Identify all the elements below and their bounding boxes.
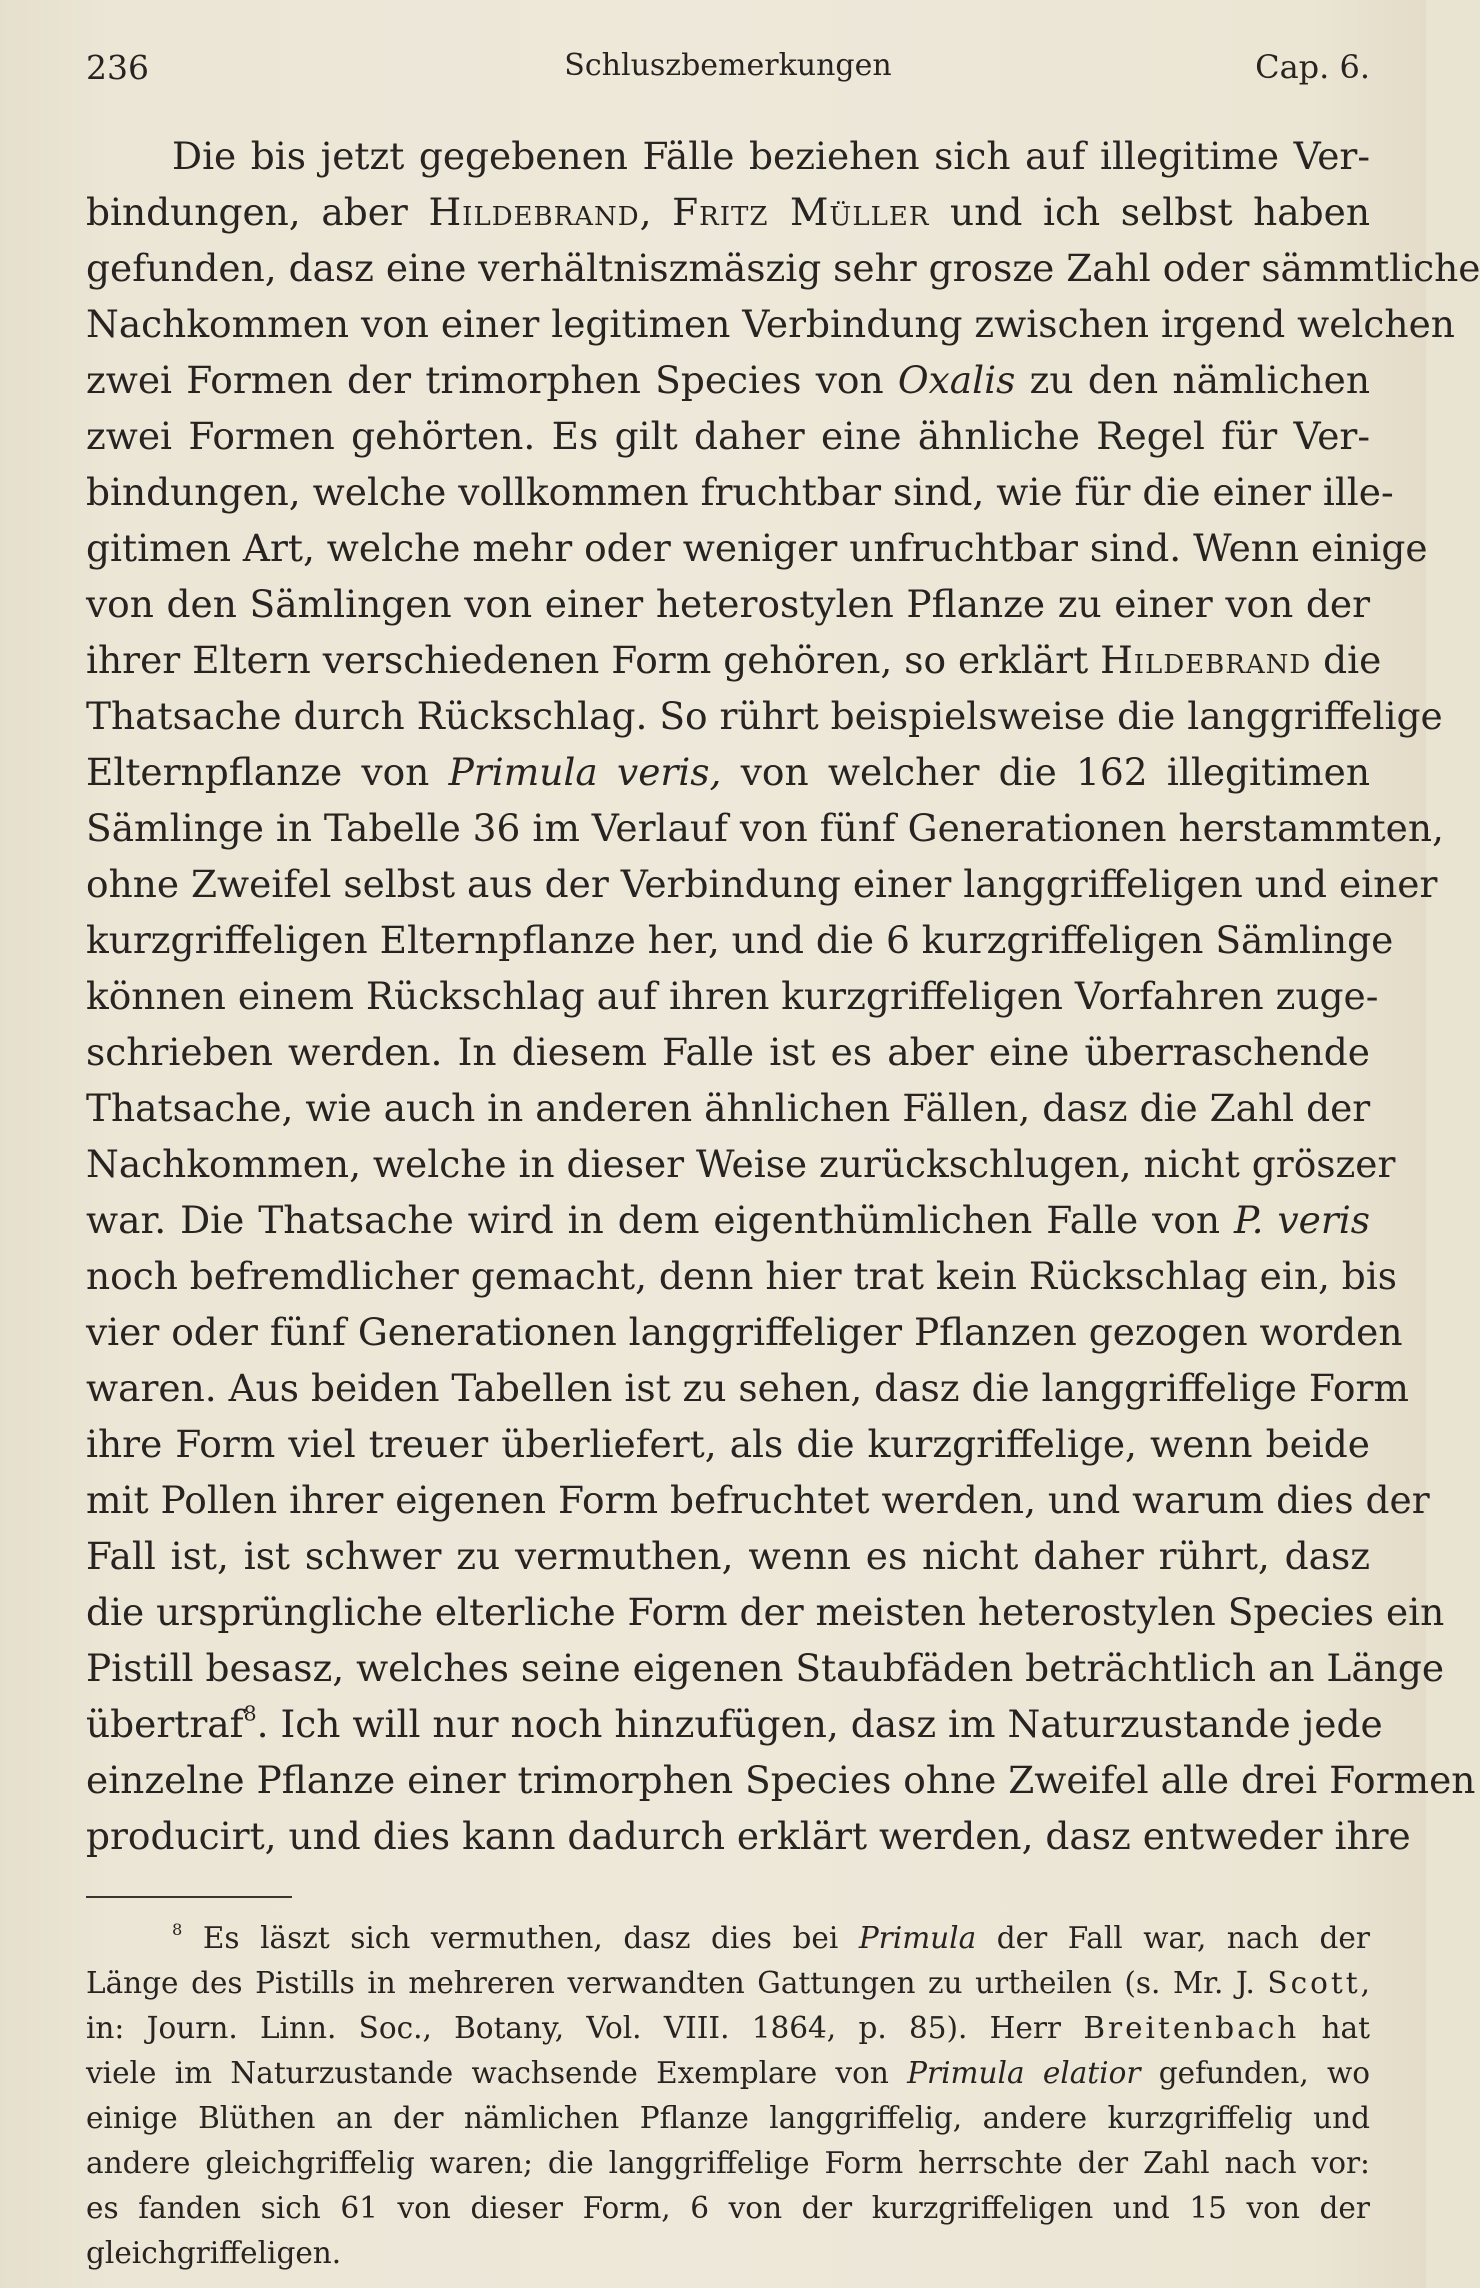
author-name: Fritz Müller	[672, 190, 930, 234]
text-line: gefunden, dasz eine verhältniszmäszig sehr grosze Zahl oder sämmtliche	[86, 246, 1480, 290]
footnote-line: einige Blüthen an der nämlichen Pflanze langgriffelig, andere kurzgriffelig und	[86, 2101, 1370, 2135]
footnote-line: viele im Naturzustande wachsende Exemplare von Primula elatior gefunden, wo	[86, 2056, 1370, 2090]
footnote-line: $^8$ Es läszt sich vermuthen, dasz dies bei Primula der Fall war, nach der	[172, 1920, 1370, 1955]
text-line: war. Die Thatsache wird in dem eigenthümlichen Falle von P. veris	[86, 1198, 1370, 1242]
text-line: noch befremdlicher gemacht, denn hier trat kein Rückschlag ein, bis	[86, 1254, 1398, 1298]
text-line: producirt, und dies kann dadurch erklärt werden, dasz entweder ihre	[86, 1814, 1411, 1858]
text-line: zwei Formen gehörten. Es gilt daher eine ähnliche Regel für Ver-	[86, 414, 1370, 458]
text-line: ihrer Eltern verschiedenen Form gehören, so erklärt Hildebrand die	[86, 638, 1382, 682]
text-line: von den Sämlingen von einer heterostylen Pflanze zu einer von der	[86, 582, 1370, 626]
taxon-name: Primula veris,	[448, 750, 722, 794]
page-number: 236	[86, 48, 149, 87]
text-line: ihre Form viel treuer überliefert, als die kurzgriffelige, wenn beide	[86, 1422, 1370, 1466]
footnote-divider	[86, 1896, 292, 1898]
text-line: waren. Aus beiden Tabellen ist zu sehen, dasz die langgriffelige Form	[86, 1366, 1409, 1410]
text-line: Thatsache, wie auch in anderen ähnlichen Fällen, dasz die Zahl der	[86, 1086, 1371, 1130]
text-line: mit Pollen ihrer eigenen Form befruchtet werden, und warum dies der	[86, 1478, 1430, 1522]
text-line: kurzgriffeligen Elternpflanze her, und die 6 kurzgriffeligen Sämlinge	[86, 918, 1394, 962]
text-line: Thatsache durch Rückschlag. So rührt beispielsweise die langgriffelige	[86, 694, 1443, 738]
text-line: die ursprüngliche elterliche Form der meisten heterostylen Species ein	[86, 1590, 1445, 1634]
text-line: einzelne Pflanze einer trimorphen Species ohne Zweifel alle drei Formen	[86, 1758, 1476, 1802]
text-line: vier oder fünf Generationen langgriffeliger Pflanzen gezogen worden	[86, 1310, 1403, 1354]
text-line: übertraf$^8$. Ich will nur noch hinzufügen, dasz im Naturzustande jede	[86, 1701, 1383, 1746]
text-line: ohne Zweifel selbst aus der Verbindung einer langgriffeligen und einer	[86, 862, 1438, 906]
taxon-name: P. veris	[1233, 1198, 1370, 1242]
text-line: Sämlinge in Tabelle 36 im Verlauf von fünf Generationen herstammten,	[86, 806, 1444, 850]
text-line: bindungen, aber Hildebrand, Fritz Müller und ich selbst haben	[86, 190, 1370, 234]
text-line: Pistill besasz, welches seine eigenen Staubfäden beträchtlich an Länge	[86, 1646, 1445, 1690]
text-line: Fall ist, ist schwer zu vermuthen, wenn es nicht daher rührt, dasz	[86, 1534, 1370, 1578]
author-name: Hildebrand	[1100, 638, 1312, 682]
text-line: Nachkommen von einer legitimen Verbindung zwischen irgend welchen	[86, 302, 1455, 346]
author-name: Scott	[1267, 1966, 1361, 2000]
footnote-line: Länge des Pistills in mehreren verwandten Gattungen zu urtheilen (s. Mr. J. Scott,	[86, 1966, 1370, 2000]
footnote-line: in: Journ. Linn. Soc., Botany, Vol. VIII. 1864, p. 85). Herr Breitenbach hat	[86, 2011, 1370, 2045]
footnote	[86, 1916, 1370, 2276]
footnote-reference: 8	[243, 1701, 257, 1726]
taxon-name: Oxalis	[897, 358, 1016, 402]
text-line: Nachkommen, welche in dieser Weise zurückschlugen, nicht gröszer	[86, 1142, 1396, 1186]
text-line: gitimen Art, welche mehr oder weniger unfruchtbar sind. Wenn einige	[86, 526, 1428, 570]
taxon-name: Primula elatior	[907, 2056, 1141, 2090]
text-line: bindungen, welche vollkommen fruchtbar sind, wie für die einer ille-	[86, 470, 1394, 514]
author-name: Breitenbach	[1083, 2011, 1300, 2045]
footnote-line: es fanden sich 61 von dieser Form, 6 von der kurzgriffeligen und 15 von der	[86, 2191, 1370, 2225]
text-line: Die bis jetzt gegebenen Fälle beziehen sich auf illegitime Ver-	[172, 134, 1370, 178]
running-title: Schluszbemerkungen	[564, 48, 892, 83]
author-name: Hildebrand	[428, 190, 640, 234]
footnote-line: andere gleichgriffelig waren; die langgriffelige Form herrschte der Zahl nach vor:	[86, 2146, 1370, 2180]
text-line: zwei Formen der trimorphen Species von Oxalis zu den nämlichen	[86, 358, 1370, 402]
footnote-mark: 8	[172, 1920, 183, 1940]
text-line: Elternpflanze von Primula veris, von welcher die 162 illegitimen	[86, 750, 1370, 794]
text-line: können einem Rückschlag auf ihren kurzgriffeligen Vorfahren zuge-	[86, 974, 1379, 1018]
chapter-label: Cap. 6.	[1255, 48, 1370, 86]
running-header	[86, 48, 1370, 100]
footnote-line: gleichgriffeligen.	[86, 2236, 342, 2270]
body-text	[86, 128, 1480, 1864]
text-line: schrieben werden. In diesem Falle ist es aber eine überraschende	[86, 1030, 1370, 1074]
